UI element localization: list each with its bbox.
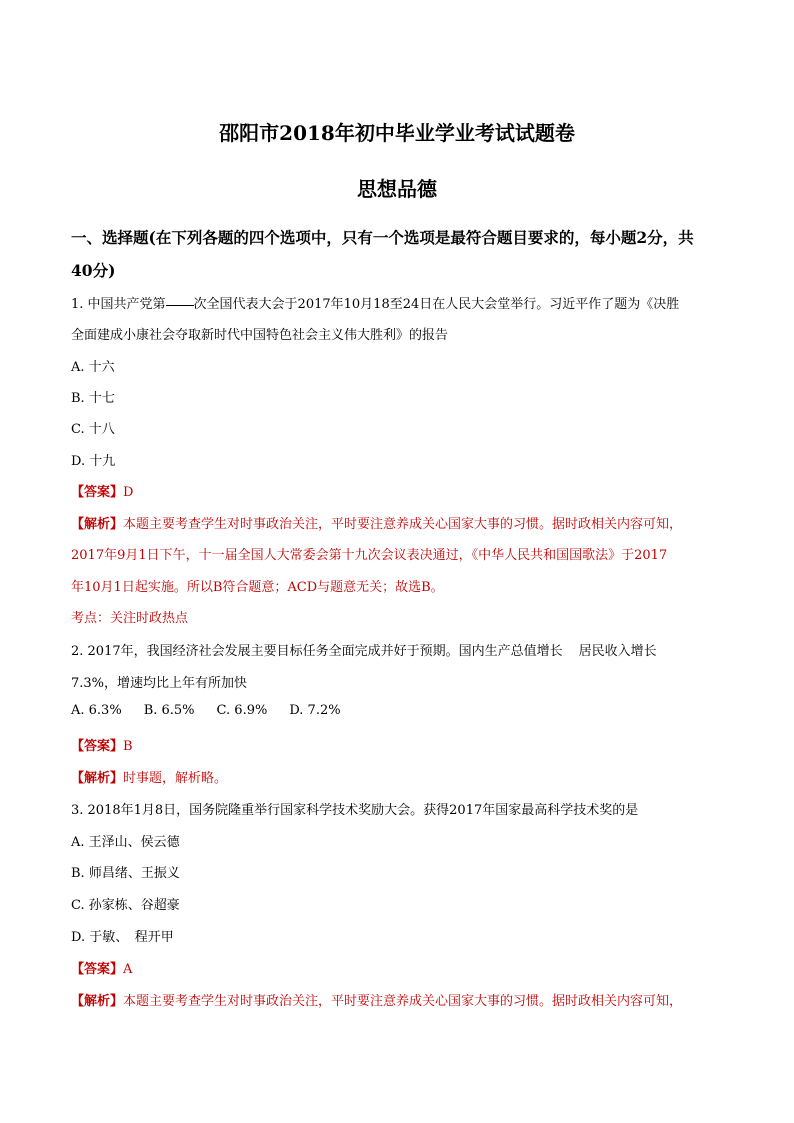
q3-answer-label: 【答案】 xyxy=(71,962,124,977)
q2-stem-line2: 7.3%，增速均比上年有所加快 xyxy=(71,676,248,691)
q2-stem-part1: 2. 2017年，我国经济社会发展主要目标任务全面完成并好于预期。国内生产总值增长 xyxy=(71,644,563,659)
q3-answer-value: A xyxy=(123,962,133,977)
q2-answer-label: 【答案】 xyxy=(71,739,124,754)
q2-option-c: C. 6.9% xyxy=(216,703,268,718)
q1-analysis-line3: 年10月1日起实施。所以B符合题意；ACD与题意无关；故选B。 xyxy=(71,580,444,595)
q3-option-b: B. 师昌绪、王振义 xyxy=(71,866,180,881)
q1-answer xyxy=(71,481,133,500)
q3-option-d: D. 于敏、 程开甲 xyxy=(71,930,174,945)
q2-stem-line1 xyxy=(71,640,657,659)
section-heading-line2: 40分) xyxy=(71,261,116,280)
q1-stem-line2: 全面建成小康社会夺取新时代中国特色社会主义伟大胜利》的报告 xyxy=(71,328,449,343)
q1-blank xyxy=(166,304,194,306)
q3-option-a: A. 王泽山、侯云德 xyxy=(71,835,180,850)
q1-analysis-line1 xyxy=(71,513,682,532)
q1-option-d: D. 十九 xyxy=(71,454,116,469)
q1-option-c: C. 十八 xyxy=(71,422,115,437)
q1-kaodian: 考点：关注时政热点 xyxy=(71,611,189,626)
section-heading-line1: 一、选择题(在下列各题的四个选项中，只有一个选项是最符合题目要求的，每小题2分，共 xyxy=(71,228,694,247)
q1-stem-part1: 1. 中国共产党第 xyxy=(71,297,166,312)
q3-analysis-label: 【解析】 xyxy=(71,994,124,1009)
q3-option-c: C. 孙家栋、谷超豪 xyxy=(71,898,180,913)
document-title: 邵阳市2018年初中毕业学业考试试题卷 xyxy=(219,121,575,145)
q1-analysis-label: 【解析】 xyxy=(71,517,124,532)
subject-title: 思想品德 xyxy=(357,177,437,201)
q1-option-a: A. 十六 xyxy=(71,360,115,375)
q1-option-b: B. 十七 xyxy=(71,391,115,406)
q2-option-a: A. 6.3% xyxy=(71,703,122,718)
q1-answer-label: 【答案】 xyxy=(71,485,124,500)
q1-analysis-line2: 2017年9月1日下午，十一届全国人大常委会第十九次会议表决通过，《中华人民共和国国歌法》于2017 xyxy=(71,548,668,563)
q2-analysis xyxy=(71,767,227,786)
q1-stem-line1 xyxy=(71,293,679,312)
q2-answer xyxy=(71,735,133,754)
q1-answer-value: D xyxy=(123,485,134,500)
q2-stem-part2: 居民收入增长 xyxy=(578,644,657,659)
q3-stem-line1: 3. 2018年1月8日，国务院隆重举行国家科学技术奖励大会。获得2017年国家最高科学技术奖的是 xyxy=(71,803,639,818)
q1-analysis-text1: 本题主要考查学生对时事政治关注，平时要注意养成关心国家大事的习惯。据时政相关内容可知， xyxy=(123,517,683,532)
q2-options xyxy=(71,703,363,718)
q2-analysis-text: 时事题，解析略。 xyxy=(123,771,228,786)
q2-option-b: B. 6.5% xyxy=(143,703,195,718)
q3-answer xyxy=(71,958,132,977)
q2-answer-value: B xyxy=(123,739,133,754)
q2-analysis-label: 【解析】 xyxy=(71,771,124,786)
q1-stem-part2: 次全国代表大会于2017年10月18至24日在人民大会堂举行。习近平作了题为《决胜 xyxy=(193,297,680,312)
q3-analysis-line1 xyxy=(71,990,682,1009)
q3-analysis-text1: 本题主要考查学生对时事政治关注，平时要注意养成关心国家大事的习惯。据时政相关内容可知， xyxy=(123,994,683,1009)
q2-option-d: D. 7.2% xyxy=(289,703,341,718)
